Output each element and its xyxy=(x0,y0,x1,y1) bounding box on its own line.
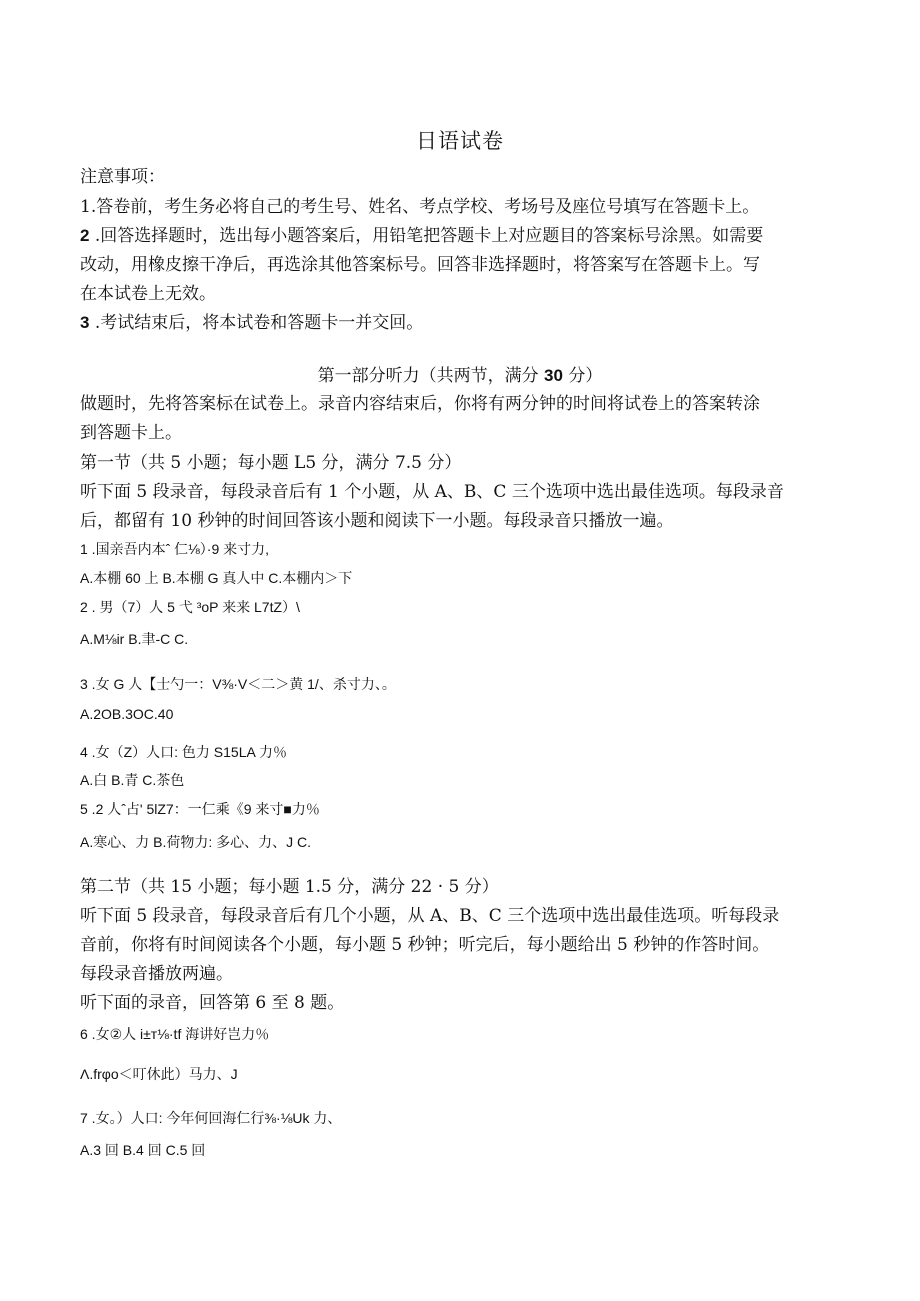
notice-item-2-line-3: 在本试卷上无效。 xyxy=(80,284,216,304)
question-2: 2 . 男（7）人 5 弋 ³oP 来来 L7tZ）\ xyxy=(80,599,300,615)
question-2-options: A.M⅛ir B.聿-C C. xyxy=(80,631,189,647)
question-3-options: A.2OB.3OC.40 xyxy=(80,706,174,722)
part1-heading: 第一部分听力（共两节，满分 30 分） xyxy=(317,366,603,386)
notice-heading: 注意事项： xyxy=(80,167,165,187)
section2-instructions-line-2: 音前，你将有时间阅读各个小题，每小题 5 秒钟；听完后，每小题给出 5 秒钟的作答时间。 xyxy=(80,935,770,955)
notice-item-1: 1.答卷前，考生务必将自己的考生号、姓名、考点学校、考场号及座位号填写在答题卡上。 xyxy=(80,197,760,217)
page-title: 日语试卷 xyxy=(416,129,504,153)
question-5-options: A.寒心、力 B.荷物力: 多心、力、J C. xyxy=(80,834,312,850)
question-1: 1 .国亲吾内本ˆ 仁⅛）·9 来寸力, xyxy=(80,541,270,557)
notice-item-2-line-2: 改动，用橡皮擦干净后，再选涂其他答案标号。回答非选择题时，将答案写在答题卡上。写 xyxy=(80,255,760,275)
part1-intro-line-1: 做题时，先将答案标在试卷上。录音内容结束后，你将有两分钟的时间将试卷上的答案转涂 xyxy=(80,394,760,414)
question-5: 5 .2 人ˆ占' 5lZ7：一仁乘《9 来寸■力％ xyxy=(80,801,320,817)
question-6: 6 .女②人 i±т⅛·tf 海讲好岂力％ xyxy=(80,1026,270,1042)
notice-item-2-line-1: 2 .回答选择题时，选出每小题答案后，用铅笔把答题卡上对应题目的答案标号涂黑。如需要 xyxy=(80,226,764,246)
section2-instructions-line-1: 听下面 5 段录音，每段录音后有几个小题，从 A、B、C 三个选项中选出最佳选项。听每段录 xyxy=(80,906,780,926)
section1-instructions-line-1: 听下面 5 段录音，每段录音后有 1 个小题，从 A、B、C 三个选项中选出最佳选项。每段录音 xyxy=(80,482,784,502)
section2-heading: 第二节（共 15 小题；每小题 1.5 分，满分 22 · 5 分） xyxy=(80,877,499,897)
notice-item-2-number: 2 xyxy=(80,226,90,245)
section1-heading: 第一节（共 5 小题；每小题 L5 分，满分 7.5 分） xyxy=(80,453,462,473)
part1-intro-line-2: 到答题卡上。 xyxy=(80,423,182,443)
question-4: 4 .女（Z）人口: 色力 S15LA 力％ xyxy=(80,744,287,760)
question-1-options: A.本棚 60 上 B.本棚 G 真人中 C.本棚内＞下 xyxy=(80,570,353,586)
question-7: 7 .女。）人口: 今年何回海仁行⅜·⅛Uk 力、 xyxy=(80,1110,342,1126)
notice-item-3: 3 .考试结束后，将本试卷和答题卡一并交回。 xyxy=(80,313,424,333)
question-3: 3 .女 G 人【士勺一：V⅜·V＜二＞黄 1/、杀寸力、。 xyxy=(80,676,396,692)
question-4-options: A.白 B.青 C.茶色 xyxy=(80,772,185,788)
section2-instructions-line-3: 每段录音播放两遍。 xyxy=(80,964,233,984)
section1-instructions-line-2: 后，都留有 10 秒钟的时间回答该小题和阅读下一小题。每段录音只播放一遍。 xyxy=(80,511,674,531)
section2-sub-instructions: 听下面的录音，回答第 6 至 8 题。 xyxy=(80,993,345,1013)
question-6-options: Λ.frφo＜叮休此）马力、J xyxy=(80,1066,238,1082)
question-7-options: A.3 回 B.4 回 C.5 回 xyxy=(80,1142,206,1158)
notice-item-3-number: 3 xyxy=(80,313,90,332)
